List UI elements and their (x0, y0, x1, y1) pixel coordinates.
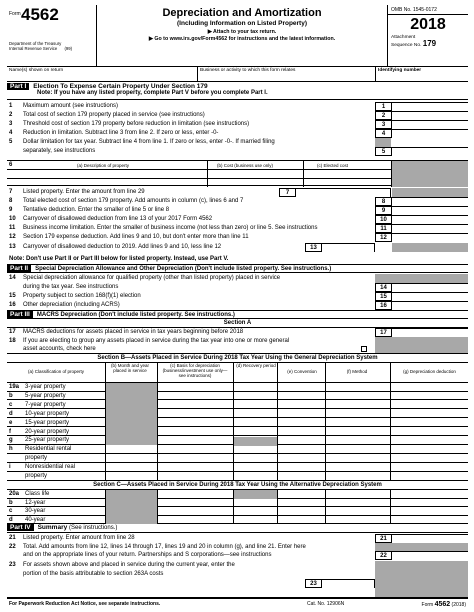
line-amount-field[interactable] (391, 551, 468, 560)
sequence-number: 179 (422, 38, 437, 48)
section-b: Section B—Assets Placed in Service During 2018 Tax Year Using the General Depreciation System (7, 353, 468, 363)
line-box: 1 (375, 102, 391, 111)
table-row (7, 401, 468, 410)
form-title: Depreciation and Amortization (162, 7, 322, 19)
row-label: Residential rental (25, 446, 72, 453)
department: Department of the Treasury (9, 41, 62, 46)
line-amount-field[interactable] (391, 197, 468, 206)
line-amount-field[interactable] (391, 224, 468, 233)
row-label: 5-year property (25, 392, 66, 399)
line-number: 7 (9, 189, 13, 195)
footer-form-number: 4562 (434, 601, 451, 608)
table-row (7, 428, 468, 437)
line-number: 10 (9, 216, 16, 222)
line-number: 16 (9, 302, 16, 308)
line-17-number: 17 (9, 329, 16, 335)
row-number: e (9, 419, 13, 426)
line-18-checkbox[interactable] (361, 346, 367, 352)
part1-note: Note: If you have any listed property, complete Part V before you complete Part I. (37, 90, 268, 96)
table-row (7, 516, 468, 525)
line-text: Property subject to section 168(f)(1) election (23, 293, 141, 299)
sequence (388, 38, 468, 49)
line-amount-field[interactable] (321, 243, 375, 252)
line-text: Tentative deduction. Enter the smaller of line 5 or line 8 (23, 207, 170, 213)
line-box: 16 (375, 301, 391, 310)
line-text: Special depreciation allowance for qualified property (other than listed property) placed in service (23, 275, 281, 281)
line-text: separately, see instructions (23, 148, 96, 154)
part1-title: Election To Expense Certain Property Under Section 179 (33, 83, 208, 90)
footer-year: (2018) (451, 602, 466, 608)
irs-label: Internal Revenue Service (9, 46, 58, 51)
tax-year: 2018 (410, 16, 446, 33)
col-d-header: (d) Recovery period (236, 363, 276, 368)
line-amount-field[interactable] (391, 111, 468, 120)
table-row (7, 410, 468, 419)
row-label: 10-year property (25, 410, 70, 417)
form-4562-page (7, 5, 468, 609)
line-amount-field[interactable] (391, 120, 468, 129)
row-number: d (9, 516, 13, 523)
line-text: For assets shown above and placed in service during the current year, enter the (23, 562, 235, 568)
line-amount-field[interactable] (391, 292, 468, 301)
line-amount-field[interactable] (391, 206, 468, 215)
line-box: 22 (375, 551, 391, 560)
part4-title-note: (See instructions.) (69, 525, 118, 531)
attachment-label: Attachment (391, 35, 416, 40)
line-text: Threshold cost of section 179 property before reduction in limitation (see instructions) (23, 121, 250, 127)
col-g-header: (g) Depreciation deduction (403, 369, 456, 374)
row-label: 25-year property (25, 437, 70, 444)
part1-note2: Note: Don't use Part II or Part III below for listed property. Instead, use Part V. (9, 256, 229, 262)
row-number: 20a (9, 491, 20, 497)
table-row (7, 463, 468, 472)
table-row (7, 392, 468, 401)
line-box: 13 (305, 243, 321, 252)
line-text: Business income limitation. Enter the smaller of business income (not less than zero) or line 5. See instructions (23, 225, 318, 231)
row-label: 15-year property (25, 419, 70, 426)
line-number: 22 (9, 544, 16, 550)
line-18-text: If you are electing to group any assets placed in service during the tax year into one or more general (23, 338, 290, 344)
row-label: property (25, 473, 48, 479)
line-number: 11 (9, 225, 16, 231)
line-box: 2 (375, 111, 391, 120)
line-amount-field[interactable] (391, 534, 468, 543)
form-header (7, 5, 468, 67)
part2-title: Special Depreciation Allowance and Other Depreciation (Don't include listed property. See instructions.) (35, 266, 332, 272)
line-amount-field[interactable] (391, 129, 468, 138)
table-row (7, 445, 468, 454)
line-amount-field[interactable] (391, 301, 468, 310)
cat-number: Cat. No. 12906N (307, 601, 345, 607)
line-text: Dollar limitation for tax year. Subtract line 4 from line 1. If zero or less, enter -0-. If married filing (23, 139, 275, 145)
row-label: 40-year (25, 516, 46, 523)
line-text: Other depreciation (including ACRS) (23, 302, 120, 308)
line-amount-field[interactable] (391, 233, 468, 242)
table-row (7, 383, 468, 392)
part1-tag: Part I (7, 83, 29, 90)
col-b-header: (b) Month and year placed in service (110, 363, 150, 373)
form-label: Form (9, 11, 21, 17)
names-field[interactable]: Name(s) shown on return (9, 68, 64, 73)
form-id-block (7, 5, 97, 67)
line-text: Carryover of disallowed deduction to 2019. Add lines 9 and 10, less line 12 (23, 244, 222, 250)
line-number: 12 (9, 234, 16, 240)
line-box: 12 (375, 233, 391, 242)
row-number: c (9, 508, 13, 514)
row-number: b (9, 392, 13, 399)
line-amount-field[interactable] (391, 147, 468, 156)
row-label: Nonresidential real (25, 464, 76, 471)
irs-code: (99) (64, 46, 73, 51)
line-number: 4 (9, 130, 13, 136)
section-c: Section C—Assets Placed in Service During 2018 Tax Year Using the Alternative Depreciation System (7, 481, 468, 490)
col-e-header: (e) Convention (287, 369, 317, 374)
line-text: Maximum amount (see instructions) (23, 103, 119, 109)
line-number: 3 (9, 121, 13, 127)
row-label: 3-year property (25, 384, 66, 390)
row-number: i (9, 464, 11, 471)
line-box: 7 (279, 188, 295, 197)
line-number: 2 (9, 112, 13, 118)
line-box: 9 (375, 206, 391, 215)
line6-number: 6 (9, 162, 13, 168)
line-18-text-2: asset accounts, check here (23, 346, 96, 352)
footer-form-label: Form (421, 602, 434, 608)
line-text: Total. Add amounts from line 12, lines 14 through 17, lines 19 and 20 in column (g), and line 21. Enter here (23, 544, 306, 550)
line6-col-b: (b) Cost (business use only) (217, 163, 274, 168)
section-a: Section A (7, 319, 468, 328)
paperwork-notice: For Paperwork Reduction Act Notice, see separate instructions. (9, 601, 161, 607)
row-label: 7-year property (25, 401, 66, 408)
line-box: 15 (375, 292, 391, 301)
line-box: 21 (375, 534, 391, 543)
line-box: 10 (375, 215, 391, 224)
line-text: Total elected cost of section 179 property. Add amounts in column (c), lines 6 and 7 (23, 198, 244, 204)
section-b-col-headers (7, 362, 468, 383)
table-row (7, 507, 468, 516)
table-row (7, 454, 468, 463)
row-label: 12-year (25, 499, 46, 506)
name-row (7, 67, 468, 82)
col-a-header: (a) Classification of property (27, 369, 85, 374)
table-row (7, 419, 468, 428)
table-row (7, 472, 468, 481)
line-number: 13 (9, 244, 16, 250)
line-amount-field[interactable] (295, 188, 391, 197)
col-c-header: (c) Basis for depreciation (business/investment use only—see instructions) (162, 363, 228, 378)
line-number: 15 (9, 293, 16, 299)
line6-col-a: (a) Description of property (77, 163, 130, 168)
business-field[interactable]: Business or activity to which this form relates (197, 67, 375, 82)
line6-col-c: (c) Elected cost (317, 163, 349, 168)
line-text: portion of the basis attributable to section 263A costs (23, 571, 164, 577)
line-text: Reduction in limitation. Subtract line 3 from line 2. If zero or less, enter -0- (23, 130, 219, 136)
row-label: 30-year (25, 508, 46, 514)
line-17-text: MACRS deductions for assets placed in service in tax years beginning before 2018 (23, 329, 244, 335)
line-box: 14 (375, 283, 391, 292)
row-number: 19a (9, 384, 20, 390)
part4-tag: Part IV (7, 524, 34, 531)
line-number: 9 (9, 207, 13, 213)
line-amount-field[interactable] (391, 102, 468, 111)
row-label: 20-year property (25, 428, 70, 435)
row-number: d (9, 410, 13, 417)
line-box: 23 (305, 579, 321, 588)
part3-tag: Part III (7, 311, 33, 318)
line-text: Section 179 expense deduction. Add lines 9 and 10, but don't enter more than line 11 (23, 234, 249, 240)
row-label: Class life (25, 491, 50, 497)
omb-number: OMB No. 1545-0172 (388, 5, 468, 15)
row-number: c (9, 401, 13, 408)
row-number: b (9, 499, 13, 506)
line-17-amount[interactable] (391, 328, 468, 337)
line-amount-field[interactable] (391, 283, 468, 292)
form-footer (7, 597, 468, 608)
line-box: 11 (375, 224, 391, 233)
identifying-number-field[interactable]: Identifying number (375, 67, 468, 82)
line-number: 1 (9, 103, 13, 109)
line-number: 8 (9, 198, 13, 204)
line-text: Carryover of disallowed deduction from line 13 of your 2017 Form 4562 (23, 216, 213, 222)
line-text: Total cost of section 179 property placed in service (see instructions) (23, 112, 205, 118)
line-box: 4 (375, 129, 391, 138)
form-title-block (97, 5, 387, 67)
footer-form-id (422, 601, 466, 608)
line-box: 5 (375, 147, 391, 156)
goto-note: ▶ Go to www.irs.gov/Form4562 for instructions and the latest information. (148, 36, 336, 42)
part3-header (7, 310, 468, 319)
line-number: 21 (9, 535, 16, 541)
line-number: 5 (9, 139, 13, 145)
line-number: 23 (9, 562, 16, 568)
omb-block (387, 5, 468, 67)
form-number: 4562 (21, 5, 59, 24)
row-number: f (9, 428, 11, 435)
part1-header (7, 83, 468, 100)
line-number: 14 (9, 275, 16, 281)
line-18-number: 18 (9, 338, 16, 344)
attach-note: ▶ Attach to your tax return. (207, 29, 277, 35)
line-amount-field[interactable] (321, 579, 375, 588)
line-text: Listed property. Enter amount from line 28 (23, 535, 135, 541)
sequence-label: Sequence No. (391, 42, 422, 48)
part4-header (7, 524, 468, 533)
col-f-header: (f) Method (346, 369, 368, 374)
row-label: property (25, 455, 48, 462)
line6-table (7, 160, 468, 186)
row-number: h (9, 446, 13, 453)
line-box: 8 (375, 197, 391, 206)
line-box: 3 (375, 120, 391, 129)
line-text: during the tax year. See instructions (23, 284, 119, 290)
line-text: and on the appropriate lines of your return. Partnerships and S corporations—see instructions (23, 552, 272, 558)
part2-tag: Part II (7, 265, 31, 272)
form-subtitle: (Including Information on Listed Property) (177, 20, 307, 27)
row-number: g (9, 437, 13, 444)
table-row (7, 499, 468, 508)
part4-title: Summary (37, 524, 68, 531)
department-info (9, 41, 95, 51)
line-amount-field[interactable] (391, 215, 468, 224)
part2-header (7, 264, 468, 273)
line-text: Listed property. Enter the amount from line 29 (23, 189, 145, 195)
part3-title: MACRS Depreciation (Don't include listed property. See instructions.) (36, 312, 235, 318)
line-17-box: 17 (375, 328, 391, 337)
